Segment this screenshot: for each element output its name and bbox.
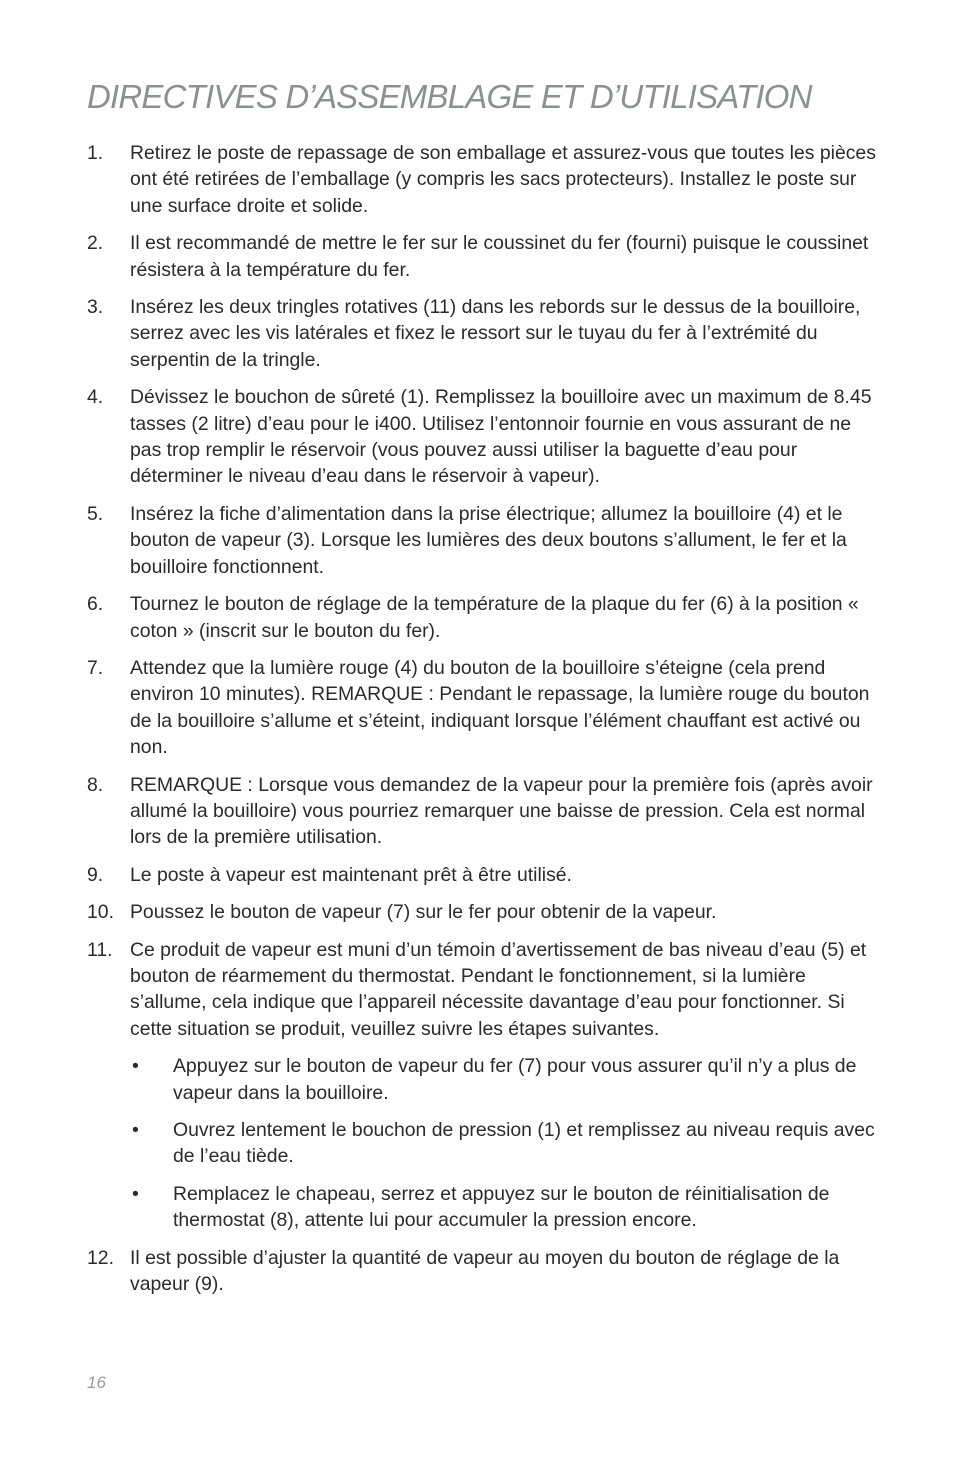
step-item <box>87 384 877 490</box>
sub-step-item <box>130 1053 877 1106</box>
instruction-list <box>87 140 877 1308</box>
step-text: Il est possible d’ajuster la quantité de vapeur au moyen du bouton de réglage de la vapeur (9). <box>130 1246 840 1296</box>
step-number: 1. <box>87 142 104 164</box>
page-title: DIRECTIVES D’ASSEMBLAGE ET D’UTILISATION <box>87 78 812 115</box>
sub-step-item <box>130 1117 877 1170</box>
step-text: Attendez que la lumière rouge (4) du bouton de la bouilloire s’éteigne (cela prend environ 10 minutes). REMARQUE : Pendant le repassage, la lumière rouge du bouton de la bouilloire s’allume et s’éteint, indiquant lorsque l’élément chauffant est activé ou non. <box>130 656 870 759</box>
step-item <box>87 899 877 925</box>
page-number: 16 <box>87 1373 106 1392</box>
sub-step-text: Ouvrez lentement le bouchon de pression (1) et remplissez au niveau requis avec de l’eau tiède. <box>173 1119 875 1168</box>
step-text: Ce produit de vapeur est muni d’un témoin d’avertissement de bas niveau d’eau (5) et bouton de réarmement du thermostat. Pendant le fonctionnement, si la lumière s’allume, cela indique que l’appareil nécessite davantage d’eau pour fonctionner. Si cette situation se produit, veuillez suivre les étapes suivantes. <box>130 938 867 1040</box>
sub-step-list <box>130 1053 877 1233</box>
step-number: 5. <box>87 502 104 525</box>
step-text: Il est recommandé de mettre le fer sur le coussinet du fer (fourni) puisque le coussinet résistera à la température du fer. <box>130 232 869 281</box>
bullet-icon: • <box>132 1182 139 1205</box>
step-item <box>87 294 877 373</box>
step-number: 10. <box>87 901 114 924</box>
bullet-icon: • <box>132 1119 139 1141</box>
step-item <box>87 140 877 219</box>
step-text: Dévissez le bouchon de sûreté (1). Remplissez la bouilloire avec un maximum de 8.45 tasses (2 litre) d’eau pour le i400. Utilisez l’entonnoir fournie en vous assurant de ne pas trop remplir le réservoir (vous pouvez aussi utiliser la baguette d’eau pour déterminer le niveau d’eau dans le réservoir à vapeur). <box>130 386 872 488</box>
sub-step-item <box>130 1181 877 1234</box>
step-text: Retirez le poste de repassage de son emballage et assurez-vous que toutes les pièces ont été retirées de l’emballage (y compris les sacs protecteurs). Installez le poste sur une surface droite et solide. <box>130 142 876 217</box>
step-number: 11. <box>87 938 113 961</box>
step-item <box>87 655 877 761</box>
step-item <box>87 591 877 644</box>
step-number: 8. <box>87 773 104 796</box>
step-item <box>87 937 877 1234</box>
step-text: Le poste à vapeur est maintenant prêt à être utilisé. <box>130 863 572 886</box>
step-item <box>87 1245 877 1298</box>
step-text: Insérez les deux tringles rotatives (11) dans les rebords sur le dessus de la bouilloire, serrez avec les vis latérales et fixez le ressort sur le tuyau du fer à l’extrémité du serpentin de la tringle. <box>130 296 861 371</box>
step-item <box>87 501 877 580</box>
step-item <box>87 862 877 888</box>
bullet-icon: • <box>132 1055 139 1078</box>
step-text: Poussez le bouton de vapeur (7) sur le fer pour obtenir de la vapeur. <box>130 901 717 924</box>
sub-step-text: Remplacez le chapeau, serrez et appuyez sur le bouton de réinitialisation de thermostat (8), attente lui pour accumuler la pression encore. <box>173 1182 830 1232</box>
step-text: Insérez la fiche d’alimentation dans la prise électrique; allumez la bouilloire (4) et le bouton de vapeur (3). Lorsque les lumières des deux boutons s’allument, le fer et la bouilloire fonctionnent. <box>130 502 847 578</box>
step-text: Tournez le bouton de réglage de la température de la plaque du fer (6) à la position « coton » (inscrit sur le bouton du fer). <box>130 593 859 642</box>
step-text: REMARQUE : Lorsque vous demandez de la vapeur pour la première fois (après avoir allumé la bouilloire) vous pourriez remarquer une baisse de pression. Cela est normal lors de la première utilisation. <box>130 773 873 849</box>
step-number: 2. <box>87 232 104 255</box>
step-item <box>87 772 877 851</box>
step-item <box>87 230 877 283</box>
step-number: 9. <box>87 863 104 886</box>
step-number: 3. <box>87 296 104 319</box>
step-number: 12. <box>87 1246 114 1269</box>
step-number: 6. <box>87 593 104 616</box>
sub-step-text: Appuyez sur le bouton de vapeur du fer (7) pour vous assurer qu’il n’y a plus de vapeur dans la bouilloire. <box>173 1055 857 1104</box>
step-number: 4. <box>87 386 104 409</box>
step-number: 7. <box>87 656 104 679</box>
